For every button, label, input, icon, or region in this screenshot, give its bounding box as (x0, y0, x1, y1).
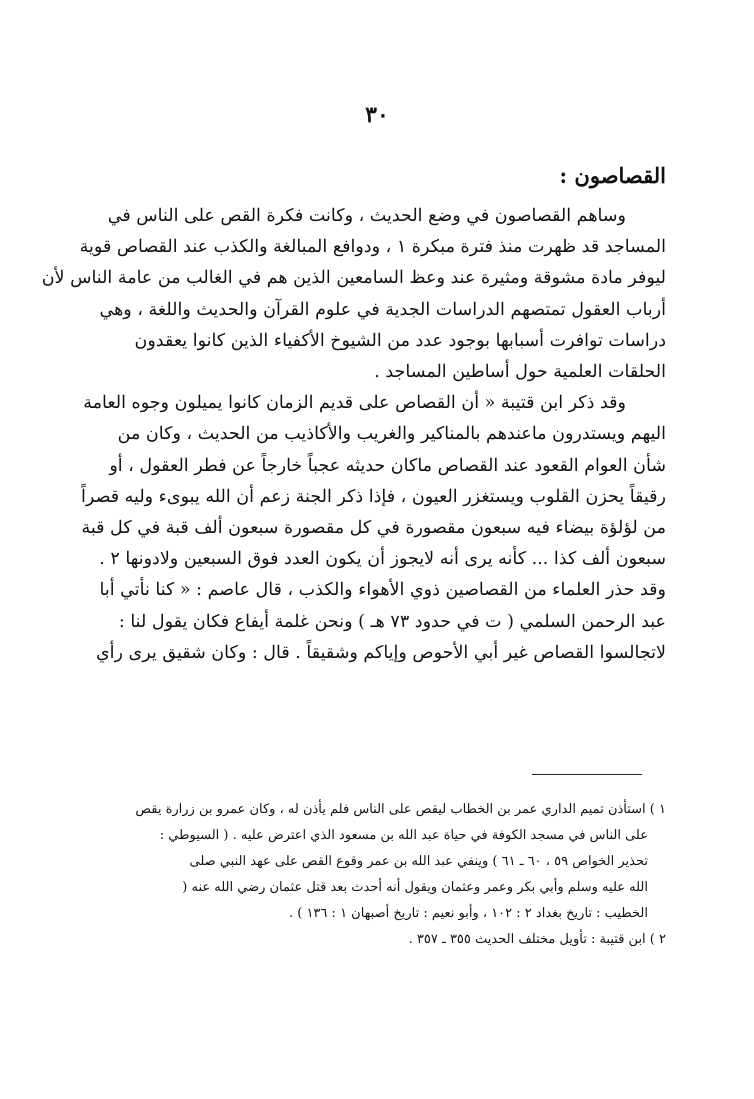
body-line: عبد الرحمن السلمي ( ت في حدود ٧٣ هـ ) ونحن غلمة أيفاع فكان يقول لنا : (118, 611, 666, 632)
footnote-line: تحذير الخواص ٥٩ ، ٦٠ ـ ٦١ ) وينفي عبد الله بن عمر وقوع القص على عهد النبي صلى (189, 854, 648, 869)
footnote-line: الله عليه وسلم وأبي بكر وعمر وعثمان ويقول أنه أحدث بعد قتل عثمان رضي الله عنه ( (182, 880, 648, 895)
body-line: من لؤلؤة بيضاء فيه سبعون مقصورة في كل مقصورة سبعون ألف قبة في كل قبة (81, 518, 666, 539)
body-line: رقيقاً يحزن القلوب ويستغزر العيون ، فإذا ذكر الجنة زعم أن الله يبوىء وليه قصراً (81, 486, 666, 507)
body-line: الحلقات العلمية حول أساطين المساجد . (374, 362, 666, 383)
footnote-line: على الناس في مسجد الكوفة في حياة عبد الله بن مسعود الذي اعترض عليه . ( السيوطي : (159, 828, 648, 843)
footnote-line: ٢ ) ابن قتيبة : تأويل مختلف الحديث ٣٥٥ ـ ٣٥٧ . (408, 932, 666, 947)
body-line: المساجد قد ظهرت منذ فترة مبكرة ١ ، ودوافع المبالغة والكذب عند القصاص قوية (79, 237, 666, 258)
body-line: ليوفر مادة مشوقة ومثيرة عند وعظ السامعين الذين هم في الغالب من عامة الناس لأن (41, 268, 666, 289)
body-line: شأن العوام القعود عند القصاص ماكان حديثه عجباً خارجاً عن فطر العقول ، أو (109, 455, 666, 476)
body-line: لاتجالسوا القصاص غير أبي الأحوص وإياكم وشقيقاً . قال : وكان شقيق يرى رأي (95, 642, 666, 663)
page-number: ٣٠ (365, 102, 389, 128)
body-line: سبعون ألف كذا ... كأنه يرى أنه لايجوز أن يكون العدد فوق السبعين ولادونها ٢ . (99, 549, 666, 570)
footnote-divider (532, 774, 642, 775)
section-heading: القصاصون : (559, 163, 666, 188)
body-line: دراسات توافرت أسبابها بوجود عدد من الشيوخ الأكفياء الذين كانوا يعقدون (134, 330, 666, 351)
body-line: وقد حذر العلماء من القصاصين ذوي الأهواء والكذب ، قال عاصم : « كنا نأتي أبا (99, 580, 666, 601)
body-line: أرباب العقول تمتصهم الدراسات الجدية في علوم القرآن والحديث واللغة ، وهي (99, 299, 666, 320)
body-line: اليهم ويستدرون ماعندهم بالمناكير والغريب والأكاذيب من الحديث ، وكان من (117, 424, 666, 445)
body-line: وقد ذكر ابن قتيبة « أن القصاص على قديم الزمان كانوا يميلون وجوه العامة (83, 393, 626, 414)
body-text (32, 201, 666, 669)
footnote-line: الخطيب : تاريخ بغداد ٢ : ١٠٢ ، وأبو نعيم : تاريخ أصبهان ١ : ١٣٦ ) . (288, 906, 648, 921)
body-line: وساهم القصاصون في وضع الحديث ، وكانت فكرة القص على الناس في (107, 206, 626, 226)
footnote-line: ١ ) استأذن تميم الداري عمر بن الخطاب ليقص على الناس فلم يأذن له ، وكان عمرو بن زرارة يقص (135, 802, 666, 817)
footnotes (26, 797, 666, 953)
